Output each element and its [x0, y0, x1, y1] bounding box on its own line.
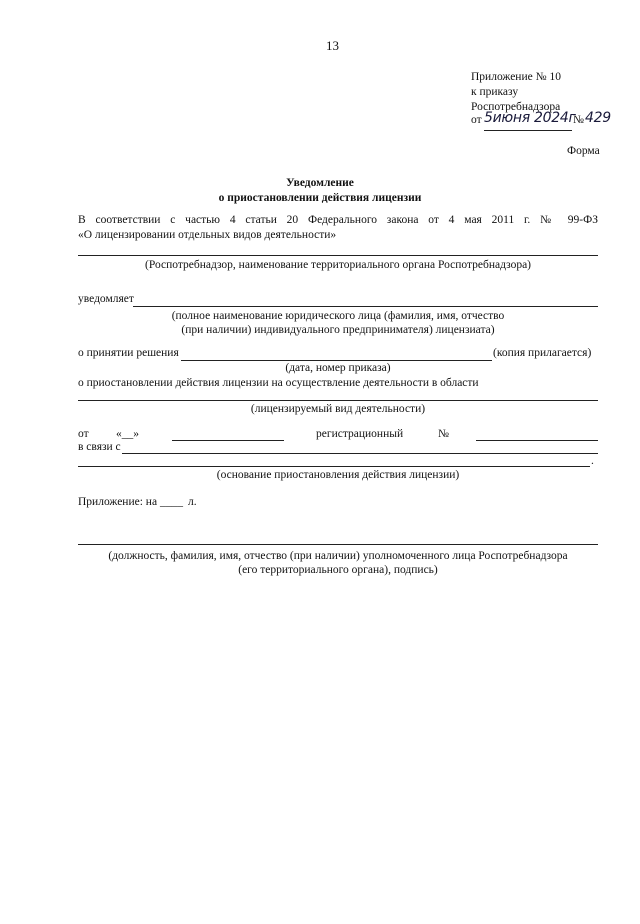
appendix-line-3: Роспотребнадзора	[471, 101, 561, 113]
copy-attached: (копия прилагается)	[493, 347, 592, 359]
title-line-2: о приостановлении действия лицензии	[218, 192, 422, 204]
handwritten-date: 5июня 2024г	[484, 110, 576, 126]
attachment-blank: ____	[160, 496, 183, 508]
suspension-text: о приостановлении действия лицензии на осуществление деятельности в области	[78, 377, 479, 389]
period: .	[591, 455, 594, 467]
date-quotes: «__»	[116, 428, 139, 440]
appendix-line-1: Приложение № 10	[471, 71, 561, 83]
form-label: Форма	[567, 145, 600, 157]
grounds-field-line-1	[122, 453, 598, 454]
handwritten-number: 429	[585, 110, 611, 126]
grounds-field-line-2	[78, 466, 590, 467]
title-line-1: Уведомление	[286, 177, 354, 189]
notifies-label: уведомляет	[78, 293, 134, 305]
appendix-date-prefix: от	[471, 114, 482, 126]
caption-signature-2: (его территориального органа), подпись)	[238, 564, 438, 576]
caption-order: (дата, номер приказа)	[285, 362, 391, 374]
activity-field-line	[78, 400, 598, 401]
date-field-line	[172, 440, 284, 441]
intro-line-2: «О лицензировании отдельных видов деятельности»	[78, 229, 337, 241]
registration-label: регистрационный	[316, 428, 404, 440]
decision-label: о принятии решения	[78, 347, 179, 359]
authority-field-line	[78, 255, 598, 256]
appendix-number-prefix: №	[573, 114, 584, 126]
caption-signature-1: (должность, фамилия, имя, отчество (при наличии) уполномоченного лица Роспотребнадзора	[108, 550, 568, 562]
from-label: от	[78, 428, 89, 440]
caption-authority: (Роспотребнадзор, наименование территориального органа Роспотребнадзора)	[145, 259, 531, 271]
caption-licensee-2: (при наличии) индивидуального предпринимателя) лицензиата)	[181, 324, 495, 336]
attachment-label: Приложение: на	[78, 496, 158, 508]
intro-line-1: В соответствии с частью 4 статьи 20 Федерального закона от 4 мая 2011 г. № 99-ФЗ	[78, 214, 598, 226]
caption-licensee-1: (полное наименование юридического лица (фамилия, имя, отчество	[171, 310, 505, 322]
number-sign: №	[438, 428, 449, 440]
attachment-unit: л.	[188, 496, 197, 508]
licensee-field-line	[133, 306, 598, 307]
due-to-label: в связи с	[78, 441, 121, 453]
appendix-line-2: к приказу	[471, 86, 519, 98]
page-number: 13	[326, 38, 339, 53]
caption-activity: (лицензируемый вид деятельности)	[250, 403, 426, 415]
signature-field-line	[78, 544, 598, 545]
order-field-line	[181, 360, 492, 361]
date-underline	[484, 130, 572, 131]
registration-number-line	[476, 440, 598, 441]
caption-grounds: (основание приостановления действия лицензии)	[216, 469, 460, 481]
